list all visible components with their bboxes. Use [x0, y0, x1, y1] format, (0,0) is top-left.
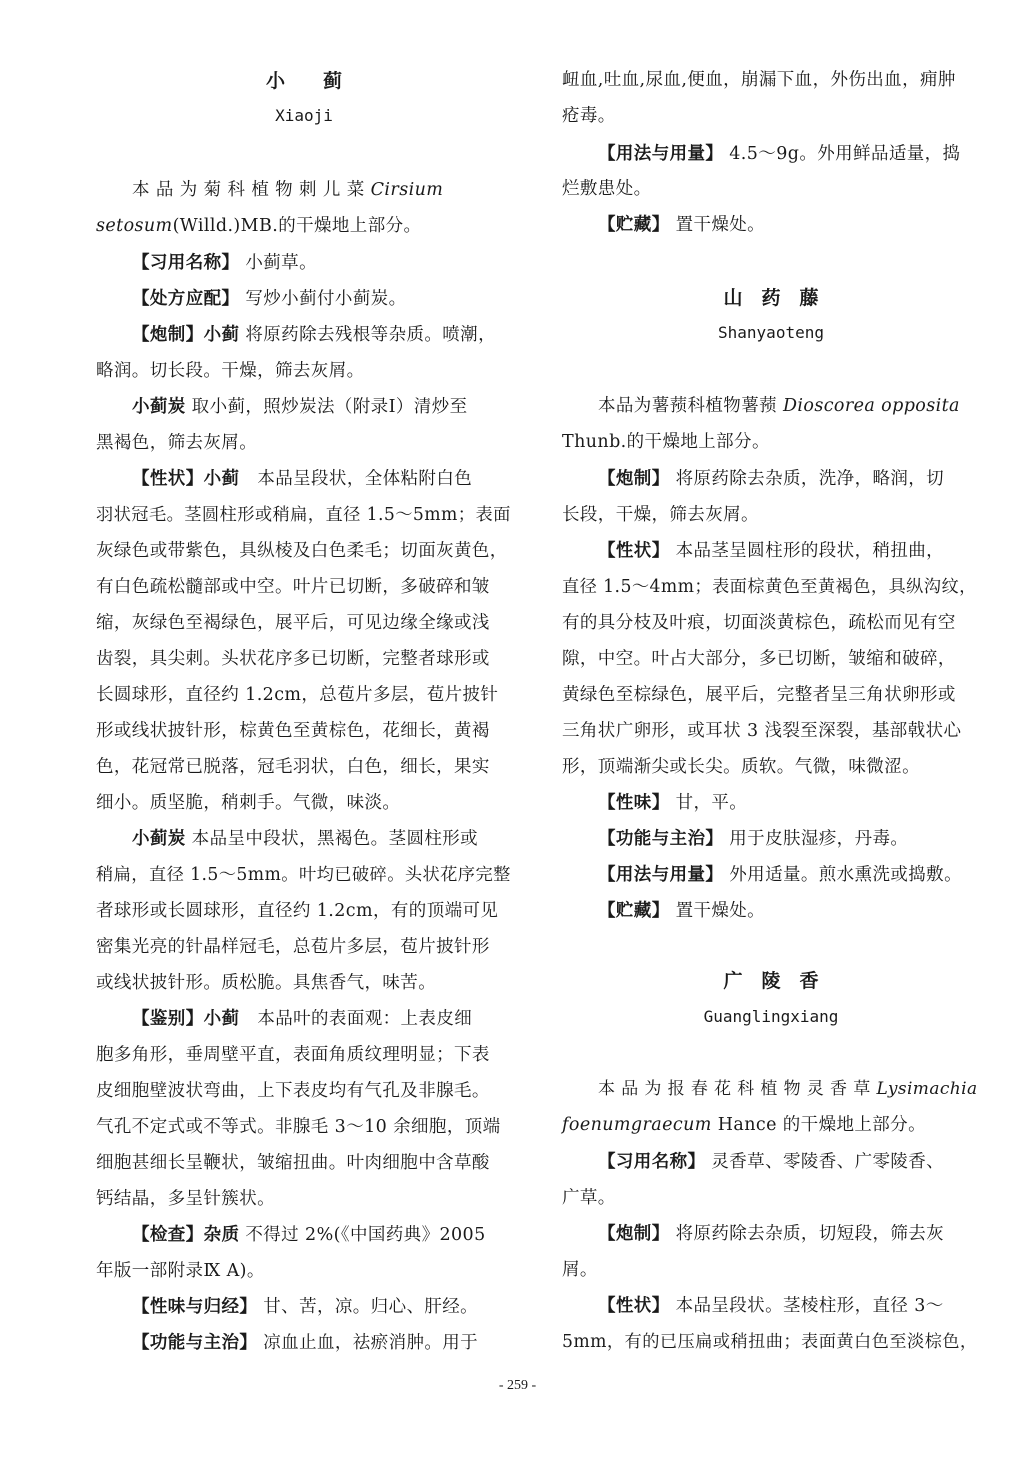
- entry-pinyin-guanglingxiang: Guanglingxiang: [703, 1007, 839, 1026]
- description-line: 直径 1.5～4mm；表面棕黄色至黄褐色，具纵沟纹，: [562, 577, 977, 597]
- identification-line: 气孔不定式或不等式。非腺毛 3～10 余细胞，顶端: [96, 1117, 501, 1137]
- description-line: 有的具分枝及叶痕，切面淡黄棕色，疏松而见有空: [562, 613, 956, 633]
- description-line: 隙，中空。叶占大部分，多已切断，皱缩和破碎，: [562, 649, 956, 669]
- description-line: 灰绿色或带紫色，具纵棱及白色柔毛；切面灰黄色，: [96, 541, 508, 561]
- description-line: 三角状广卵形，或耳状 3 浅裂至深裂，基部戟状心: [562, 721, 962, 741]
- usage-line: 烂敷患处。: [562, 179, 652, 199]
- description-line: 【性状】 本品呈段状。茎棱柱形，直径 3～: [598, 1296, 944, 1316]
- identification-line: 胞多角形，垂周壁平直，表面角质纹理明显；下表: [96, 1045, 490, 1065]
- description-charcoal-line: 或线状披针形。质松脆。具焦香气，味苦。: [96, 973, 437, 993]
- description-line: 形或线状披针形，棕黄色至黄棕色，花细长，黄褐: [96, 721, 490, 741]
- function-line: 【功能与主治】 凉血止血，祛瘀消肿。用于: [132, 1333, 479, 1353]
- entry-title-guanglingxiang: 广 陵 香: [723, 970, 819, 992]
- description-line: 5mm，有的已压扁或稍扭曲；表面黄白色至淡棕色，: [562, 1332, 978, 1352]
- description-line: 长圆球形，直径约 1.2cm，总苞片多层，苞片披针: [96, 685, 499, 705]
- identification-line: 细胞甚细长呈鞭状，皱缩扭曲。叶肉细胞中含草酸: [96, 1153, 490, 1173]
- nature-meridian-line: 【性味与归经】 甘、苦，凉。归心、肝经。: [132, 1297, 479, 1317]
- processing-line: 略润。切长段。干燥，筛去灰屑。: [96, 361, 365, 381]
- entry-title-shanyaoteng: 山 药 藤: [723, 287, 819, 309]
- description-line: 齿裂，具尖刺。头状花序多已切断，完整者球形或: [96, 649, 490, 669]
- processing-line: 【炮制】 将原药除去杂质，切短段，筛去灰: [598, 1224, 945, 1244]
- identification-line: 皮细胞壁波状弯曲，上下表皮均有气孔及非腺毛。: [96, 1081, 490, 1101]
- alias-line: 【习用名称】 灵香草、零陵香、广零陵香、: [598, 1152, 945, 1172]
- intro-line: Thunb.的干燥地上部分。: [562, 432, 770, 452]
- processing-charcoal-line: 黑褐色，筛去灰屑。: [96, 433, 258, 453]
- description-charcoal-line: 小蓟炭 本品呈中段状，黑褐色。茎圆柱形或: [132, 829, 479, 849]
- page-number: - 259 -: [498, 1378, 537, 1393]
- description-line: 黄绿色至棕绿色，展平后，完整者呈三角状卵形或: [562, 685, 956, 705]
- inspection-line: 【检查】杂质 不得过 2%(《中国药典》2005: [132, 1225, 486, 1245]
- entry-pinyin-xiaoji: Xiaoji: [275, 106, 333, 125]
- intro-line: 本 品 为 报 春 花 科 植 物 灵 香 草 Lysimachia: [598, 1079, 978, 1099]
- entry-title-xiaoji: 小 蓟: [265, 70, 342, 92]
- function-line: 疮毒。: [562, 106, 616, 126]
- description-line: 缩，灰绿色至褐绿色，展平后，可见边缘全缘或浅: [96, 613, 490, 633]
- intro-line: 本 品 为 菊 科 植 物 刺 儿 菜 Cirsium: [132, 180, 444, 200]
- usage-line: 【用法与用量】 外用适量。煎水熏洗或捣敷。: [598, 865, 962, 885]
- description-charcoal-line: 稍扁，直径 1.5～5mm。叶均已破碎。头状花序完整: [96, 865, 511, 885]
- identification-line: 【鉴别】小蓟 本品叶的表面观：上表皮细: [132, 1009, 473, 1029]
- usage-line: 【用法与用量】 4.5～9g。外用鲜品适量，捣: [598, 144, 961, 164]
- description-charcoal-line: 密集光亮的针晶样冠毛，总苞片多层，苞片披针形: [96, 937, 490, 957]
- prescription-line: 【处方应配】 写炒小蓟付小蓟炭。: [132, 289, 407, 309]
- description-line: 【性状】 本品茎呈圆柱形的段状，稍扭曲，: [598, 541, 945, 561]
- processing-line: 长段，干燥，筛去灰屑。: [562, 505, 759, 525]
- entry-pinyin-shanyaoteng: Shanyaoteng: [718, 323, 824, 342]
- intro-line: foenumgraecum Hance 的干燥地上部分。: [562, 1115, 926, 1135]
- description-charcoal-line: 者球形或长圆球形，直径约 1.2cm，有的顶端可见: [96, 901, 499, 921]
- description-line: 细小。质坚脆，稍刺手。气微，味淡。: [96, 793, 401, 813]
- processing-line: 【炮制】 将原药除去杂质，洗净，略润，切: [598, 469, 945, 489]
- intro-line: setosum(Willd.)MB.的干燥地上部分。: [96, 216, 422, 236]
- description-line: 色，花冠常已脱落，冠毛羽状，白色，细长，果实: [96, 757, 490, 777]
- intro-line: 本品为薯蓣科植物薯蓣 Dioscorea opposita: [598, 396, 960, 416]
- processing-line: 【炮制】小蓟 将原药除去残根等杂质。喷潮，: [132, 325, 496, 345]
- storage-line: 【贮藏】 置干燥处。: [598, 901, 766, 921]
- identification-line: 钙结晶，多呈针簇状。: [96, 1189, 275, 1209]
- alias-line: 【习用名称】 小蓟草。: [132, 253, 317, 273]
- processing-line: 屑。: [562, 1260, 598, 1280]
- alias-line: 广草。: [562, 1188, 616, 1208]
- description-line: 【性状】小蓟 本品呈段状，全体粘附白色: [132, 469, 473, 489]
- processing-charcoal-line: 小蓟炭 取小蓟，照炒炭法（附录Ⅰ）清炒至: [132, 397, 468, 417]
- function-line: 【功能与主治】 用于皮肤湿疹，丹毒。: [598, 829, 909, 849]
- storage-line: 【贮藏】 置干燥处。: [598, 215, 766, 235]
- inspection-line: 年版一部附录Ⅸ A)。: [96, 1261, 265, 1281]
- description-line: 有白色疏松髓部或中空。叶片已切断，多破碎和皱: [96, 577, 490, 597]
- nature-line: 【性味】 甘，平。: [598, 793, 748, 813]
- function-line: 衄血,吐血,尿血,便血，崩漏下血，外伤出血，痈肿: [562, 70, 956, 90]
- description-line: 形，顶端渐尖或长尖。质软。气微，味微涩。: [562, 757, 920, 777]
- description-line: 羽状冠毛。茎圆柱形或稍扁，直径 1.5～5mm；表面: [96, 505, 511, 525]
